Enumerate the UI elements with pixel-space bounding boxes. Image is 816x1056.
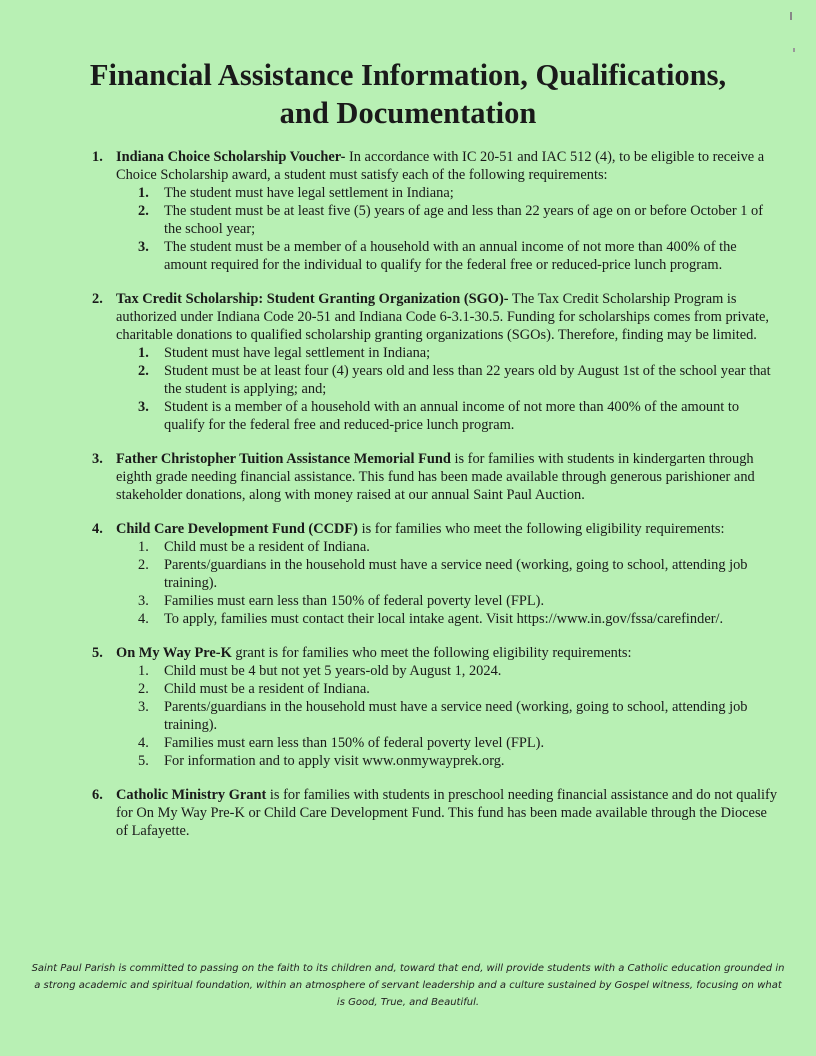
- list-item: [116, 610, 782, 628]
- list-item: [116, 538, 782, 556]
- section-number: 6.: [92, 787, 103, 803]
- requirements-list: [116, 662, 782, 770]
- item-number: 4.: [138, 611, 149, 627]
- section-choice-scholarship: [92, 148, 782, 274]
- list-item: [116, 202, 782, 238]
- list-item: [116, 556, 782, 592]
- item-number: 3.: [138, 239, 149, 255]
- section-text: is for families with students in kindergarten through eighth grade needing financial assistance. This fund has been made available through generous parishioner and stakeholder donations, along with money raised at our annual Saint Paul Auction.: [116, 451, 755, 503]
- section-text: grant is for families who meet the following eligibility requirements:: [231, 645, 632, 661]
- section-ccdf: [92, 520, 782, 628]
- item-text: Student must be at least four (4) years old and less than 22 years old by August 1st of the school year that the student is applying; and;: [164, 363, 771, 397]
- page-title: [40, 56, 776, 132]
- item-number: 5.: [138, 753, 149, 769]
- item-number: 3.: [138, 699, 149, 715]
- section-title: Child Care Development Fund (CCDF): [116, 521, 358, 537]
- item-number: 1.: [138, 663, 149, 679]
- section-on-my-way-pre-k: [92, 644, 782, 770]
- section-number: 4.: [92, 521, 103, 537]
- list-item: [116, 592, 782, 610]
- title-line-1: Financial Assistance Information, Qualifications,: [89, 58, 727, 92]
- section-title: On My Way Pre-K: [116, 645, 232, 661]
- item-text: For information and to apply visit www.onmywayprek.org.: [164, 753, 505, 769]
- list-item: [116, 698, 782, 734]
- item-text: Child must be a resident of Indiana.: [164, 539, 370, 555]
- list-item: [116, 680, 782, 698]
- item-text: Student must have legal settlement in Indiana;: [164, 345, 431, 361]
- item-text: Child must be a resident of Indiana.: [164, 681, 370, 697]
- section-title: Tax Credit Scholarship: Student Granting Organization (SGO)-: [116, 291, 509, 307]
- item-text: Student is a member of a household with an annual income of not more than 400% of the amount to qualify for the federal free and reduced-price lunch program.: [164, 399, 740, 433]
- section-number: 3.: [92, 451, 103, 467]
- item-text: The student must have legal settlement in Indiana;: [164, 185, 454, 201]
- list-item: [116, 238, 782, 274]
- item-number: 1.: [138, 345, 149, 361]
- item-text: The student must be at least five (5) years of age and less than 22 years of age on or before October 1 of the school year;: [164, 203, 763, 237]
- list-item: [116, 184, 782, 202]
- section-number: 2.: [92, 291, 103, 307]
- section-text: is for families with students in preschool needing financial assistance and do not qualify for On My Way Pre-K or Child Care Development Fund. This fund has been made available through the Diocese of Lafayette.: [116, 787, 778, 839]
- section-number: 1.: [92, 149, 103, 165]
- scan-mark: [793, 48, 795, 52]
- section-text: In accordance with IC 20-51 and IAC 512 (4), to be eligible to receive a Choice Scholarship award, a student must satisfy each of the following requirements:: [116, 149, 765, 183]
- list-item: [116, 734, 782, 752]
- item-number: 1.: [138, 185, 149, 201]
- list-item: [116, 344, 782, 362]
- item-text: Families must earn less than 150% of federal poverty level (FPL).: [164, 735, 545, 751]
- section-tax-credit-scholarship: [92, 290, 782, 434]
- section-title: Father Christopher Tuition Assistance Memorial Fund: [116, 451, 451, 467]
- requirements-list: [116, 538, 782, 628]
- scan-mark: [790, 12, 792, 20]
- item-text: The student must be a member of a household with an annual income of not more than 400% of the amount required for the individual to qualify for the federal free or reduced-price lunch program.: [164, 239, 737, 273]
- section-title: Catholic Ministry Grant: [116, 787, 267, 803]
- section-catholic-ministry-grant: [92, 786, 782, 840]
- item-number: 2.: [138, 557, 149, 573]
- item-number: 1.: [138, 539, 149, 555]
- sections-list: [92, 148, 782, 856]
- list-item: [116, 362, 782, 398]
- requirements-list: [116, 344, 782, 434]
- item-text: Child must be 4 but not yet 5 years-old by August 1, 2024.: [164, 663, 502, 679]
- item-number: 2.: [138, 363, 149, 379]
- item-text: Parents/guardians in the household must have a service need (working, going to school, attending job training).: [164, 699, 748, 733]
- requirements-list: [116, 184, 782, 274]
- list-item: [116, 752, 782, 770]
- item-number: 2.: [138, 681, 149, 697]
- item-text: To apply, families must contact their local intake agent. Visit https://www.in.gov/fssa/carefinder/.: [164, 611, 724, 627]
- item-number: 3.: [138, 593, 149, 609]
- section-text: is for families who meet the following eligibility requirements:: [357, 521, 725, 537]
- item-text: Parents/guardians in the household must have a service need (working, going to school, attending job training).: [164, 557, 748, 591]
- item-number: 4.: [138, 735, 149, 751]
- list-item: [116, 398, 782, 434]
- item-number: 3.: [138, 399, 149, 415]
- title-line-2: and Documentation: [279, 96, 537, 130]
- list-item: [116, 662, 782, 680]
- item-text: Families must earn less than 150% of federal poverty level (FPL).: [164, 593, 545, 609]
- section-text: The Tax Credit Scholarship Program is authorized under Indiana Code 20-51 and Indiana Code 6-3.1-30.5. Funding for scholarships comes from private, charitable donations to qualified scholarship granting organizations (SGOs). Therefore, finding may be limited.: [116, 291, 770, 343]
- section-memorial-fund: [92, 450, 782, 504]
- mission-statement-footer: Saint Paul Parish is committed to passing on the faith to its children and, toward that end, will provide students with a Catholic education grounded in a strong academic and spiritual foundation, within an atmosphere of servant leadership and a culture sustained by Gospel witness, focusing on what is Good, True, and Beautiful.: [31, 963, 785, 1008]
- section-number: 5.: [92, 645, 103, 661]
- item-number: 2.: [138, 203, 149, 219]
- section-title: Indiana Choice Scholarship Voucher-: [116, 149, 346, 165]
